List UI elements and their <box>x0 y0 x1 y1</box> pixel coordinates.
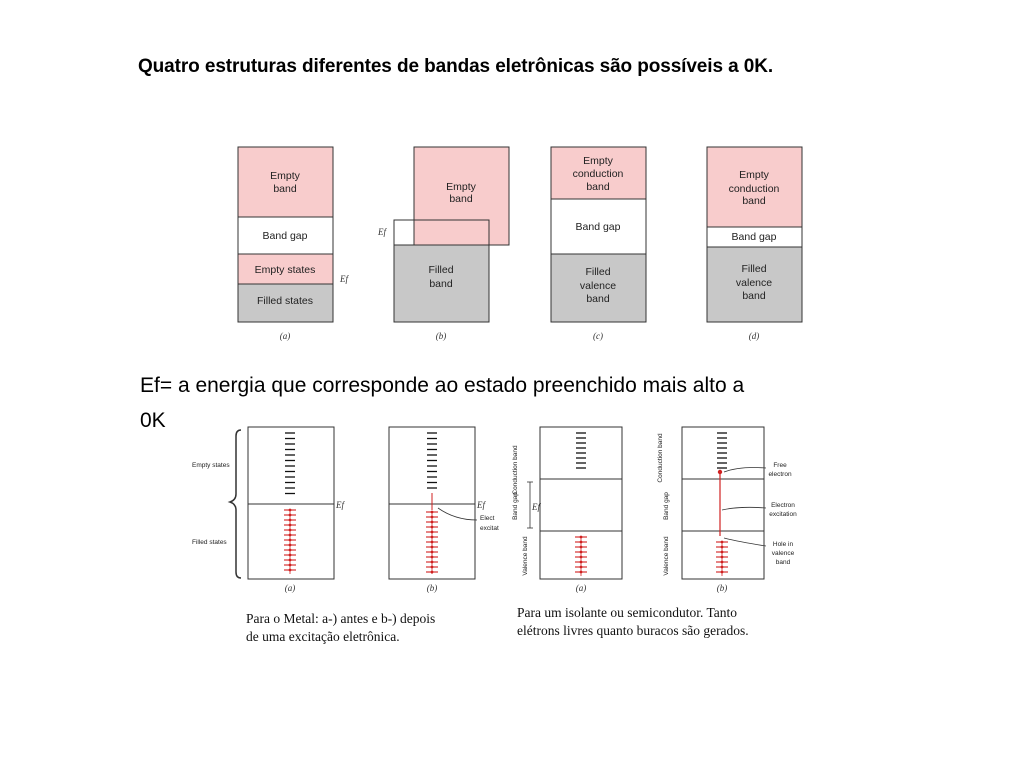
hole-label-3: band <box>775 559 791 566</box>
free-electron-dot <box>718 470 722 474</box>
empty-band-label-d-1: Empty <box>739 169 769 181</box>
conduction-band-label-a: Conduction band <box>512 445 519 495</box>
empty-band-label-c-2: conduction <box>572 168 624 180</box>
band-gap-label-bottom-b: Band gap <box>663 492 670 520</box>
valence-band-label-a: Valence band <box>522 536 529 576</box>
band-structure-a <box>238 147 349 341</box>
filled-states-label-bottom: Filled states <box>192 539 227 546</box>
page-title: Quatro estruturas diferentes de bandas eletrônicas são possíveis a 0K. <box>138 56 774 77</box>
insulator-before-diagram <box>512 427 622 593</box>
band-gap-label-d: Band gap <box>731 231 777 243</box>
filled-band-label-c-2: valence <box>579 280 617 292</box>
hole-label-2: valence <box>771 550 795 557</box>
excitation-label-metal-2: excitat <box>480 525 499 532</box>
empty-band-label-a-1: Empty <box>270 170 300 182</box>
empty-band-label-d-3: band <box>742 195 766 207</box>
definition-line-2: 0K <box>140 409 166 432</box>
filled-band-label-b-2: band <box>429 278 453 290</box>
label-a: (a) <box>279 331 291 341</box>
hole-label-1: Hole in <box>772 541 794 548</box>
electron-excitation-label-2: excitation <box>769 511 797 518</box>
ef-label-insulator: Ef <box>532 502 540 512</box>
metal-caption <box>246 610 435 646</box>
band-gap-label-bottom-a: Band gap <box>512 492 519 520</box>
empty-band-label-b-1: Empty <box>446 181 476 193</box>
label-insulator-b: (b) <box>716 583 728 593</box>
ef-label-a: Ef <box>340 274 348 284</box>
filled-band-label-d-1: Filled <box>741 263 767 275</box>
free-electron-label-2: electron <box>768 471 792 478</box>
fermi-energy-definition <box>140 368 900 438</box>
label-metal-a: (a) <box>284 583 296 593</box>
band-structure-d <box>707 147 802 341</box>
valence-band-label-b: Valence band <box>663 536 670 576</box>
label-b: (b) <box>435 331 447 341</box>
ef-label-metal-b: Ef <box>477 500 485 510</box>
empty-band-a <box>238 147 333 217</box>
insulator-caption-line-2: elétrons livres quanto buracos são gerados. <box>517 623 749 638</box>
label-insulator-a: (a) <box>575 583 587 593</box>
label-c: (c) <box>593 331 603 341</box>
metal-before-diagram <box>192 427 345 593</box>
free-electron-label-1: Free <box>773 462 787 469</box>
band-structure-c <box>551 147 646 341</box>
band-gap-label-c: Band gap <box>575 221 621 233</box>
empty-states-label-a: Empty states <box>254 264 316 276</box>
insulator-caption <box>517 604 749 640</box>
filled-band-label-c-1: Filled <box>585 266 611 278</box>
label-d: (d) <box>748 331 760 341</box>
filled-band-label-b-1: Filled <box>428 264 454 276</box>
ef-label-metal-a: Ef <box>336 500 344 510</box>
insulator-caption-line-1: Para um isolante ou semicondutor. Tanto <box>517 605 738 620</box>
empty-band-label-a-2: band <box>273 183 297 195</box>
excitation-label-metal-1: Elect <box>480 515 495 522</box>
filled-band-label-d-3: band <box>742 290 766 302</box>
empty-band-label-b-2: band <box>449 193 473 205</box>
metal-caption-line-1: Para o Metal: a-) antes e b-) depois <box>246 611 436 626</box>
definition-line-1: Ef= a energia que corresponde ao estado preenchido mais alto a <box>140 374 745 397</box>
band-structure-b <box>377 147 509 341</box>
conduction-band-label-b: Conduction band <box>657 433 664 483</box>
metal-caption-line-2: de uma excitação eletrônica. <box>246 629 400 644</box>
filled-states-label-a: Filled states <box>256 295 314 307</box>
empty-band-label-d-2: conduction <box>728 183 780 195</box>
label-metal-b: (b) <box>426 583 438 593</box>
band-gap-label-a: Band gap <box>262 230 308 242</box>
brace-metal-a <box>230 430 241 578</box>
filled-band-label-c-3: band <box>586 293 610 305</box>
empty-band-label-c-3: band <box>586 181 610 193</box>
electron-excitation-label-1: Electron <box>771 502 795 509</box>
empty-band-label-c-1: Empty <box>583 155 613 167</box>
ef-label-b: Ef <box>378 227 386 237</box>
metal-after-diagram <box>389 427 499 593</box>
empty-states-label-bottom: Empty states <box>192 462 230 469</box>
insulator-after-diagram <box>657 427 797 593</box>
filled-band-label-d-2: valence <box>735 277 773 289</box>
